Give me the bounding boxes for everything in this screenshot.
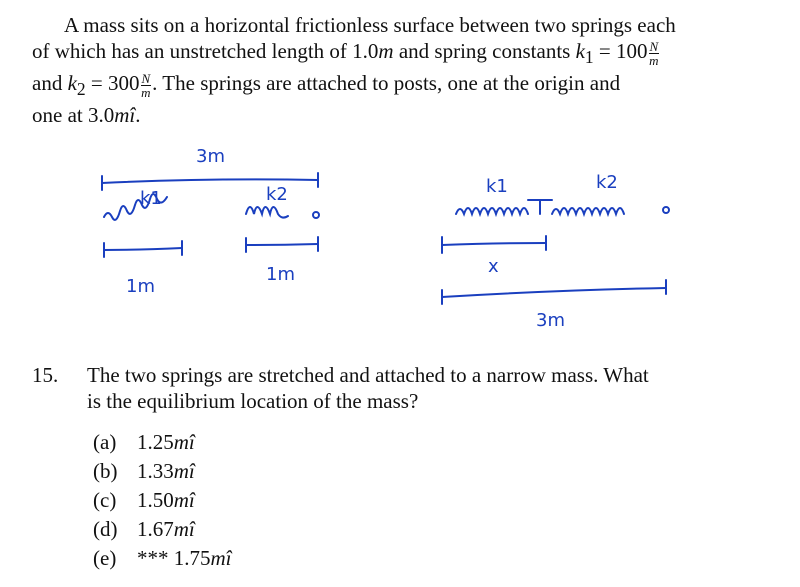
spring-end [313,212,319,218]
choice-unit: mî [173,459,195,483]
choice-unit: mî [173,517,195,541]
k2-symbol: k [67,71,77,96]
choice-value: 1.50 [137,488,174,512]
choice-value: 1.33 [137,459,174,483]
label-k2-left: k2 [266,184,288,205]
dimension-line-x [442,243,546,245]
choice-value: 1.75 [173,546,211,570]
unit-m-hat: mî [114,103,136,128]
choice-label: (c) [93,488,117,512]
choice-label: (b) [93,459,118,483]
question-15 [32,362,772,414]
choice-unit: mî [173,430,195,454]
question-number: 15. [32,363,59,387]
question-line-2: is the equilibrium location of the mass? [87,389,419,413]
problem-line-1: A mass sits on a horizontal frictionless surface between two springs each [64,13,676,37]
question-text: The two springs are stretched and attached to a narrow mass. What [87,363,649,387]
label-1m-b: 1m [266,264,295,285]
problem-text: and [32,71,68,96]
problem-text: and spring constants [393,39,576,63]
choice-value: 1.25 [137,430,174,454]
choice-a[interactable] [93,428,232,457]
label-k2-right: k2 [596,172,618,193]
spring-end [663,207,669,213]
choice-d[interactable] [93,515,232,544]
problem-text: of which has an unstretched length of 1.0 [32,39,379,63]
fraction-denominator: m [141,84,151,100]
choice-unit: mî [210,546,232,570]
unit-m: m [378,39,394,63]
k1-symbol: k [575,39,585,63]
label-3m-bottom: 3m [536,310,565,331]
label-x: x [488,256,499,277]
question-line-1 [32,362,772,388]
dimension-line-3m [442,288,666,297]
problem-text: one at 3.0 [32,103,115,128]
label-3m-top: 3m [196,146,225,167]
correct-marker: *** [137,546,174,570]
choice-label: (d) [93,517,118,541]
choice-value: 1.67 [137,517,174,541]
k2-subscript: 2 [76,79,86,100]
spring-coil-k2 [246,207,288,218]
fraction-numerator: N [649,38,659,54]
fraction-denominator: m [649,52,659,68]
mass-marker [528,200,552,214]
choice-e[interactable] [93,544,232,573]
label-k1-right: k1 [486,176,508,197]
answer-choices [93,428,232,573]
choice-label: (e) [93,546,117,570]
choice-c[interactable] [93,486,232,515]
period: . [135,103,141,128]
spring-coil-combined [552,208,624,214]
k2-value: = 300 [85,71,140,96]
dimension-line-1m [246,244,318,245]
choice-unit: mî [173,488,195,512]
choice-label: (a) [93,430,117,454]
k1-value: = 100 [593,39,648,63]
k1-subscript: 1 [584,47,594,68]
choice-b[interactable] [93,457,232,486]
spring-coil-combined [456,208,528,214]
dimension-line-3m [102,179,318,183]
dimension-line-1m [104,248,182,250]
problem-text: . The springs are attached to posts, one at the origin and [152,71,621,96]
fraction-numerator: N [141,70,151,86]
label-k1-left: k1 [140,188,162,209]
label-1m-a: 1m [126,276,155,297]
